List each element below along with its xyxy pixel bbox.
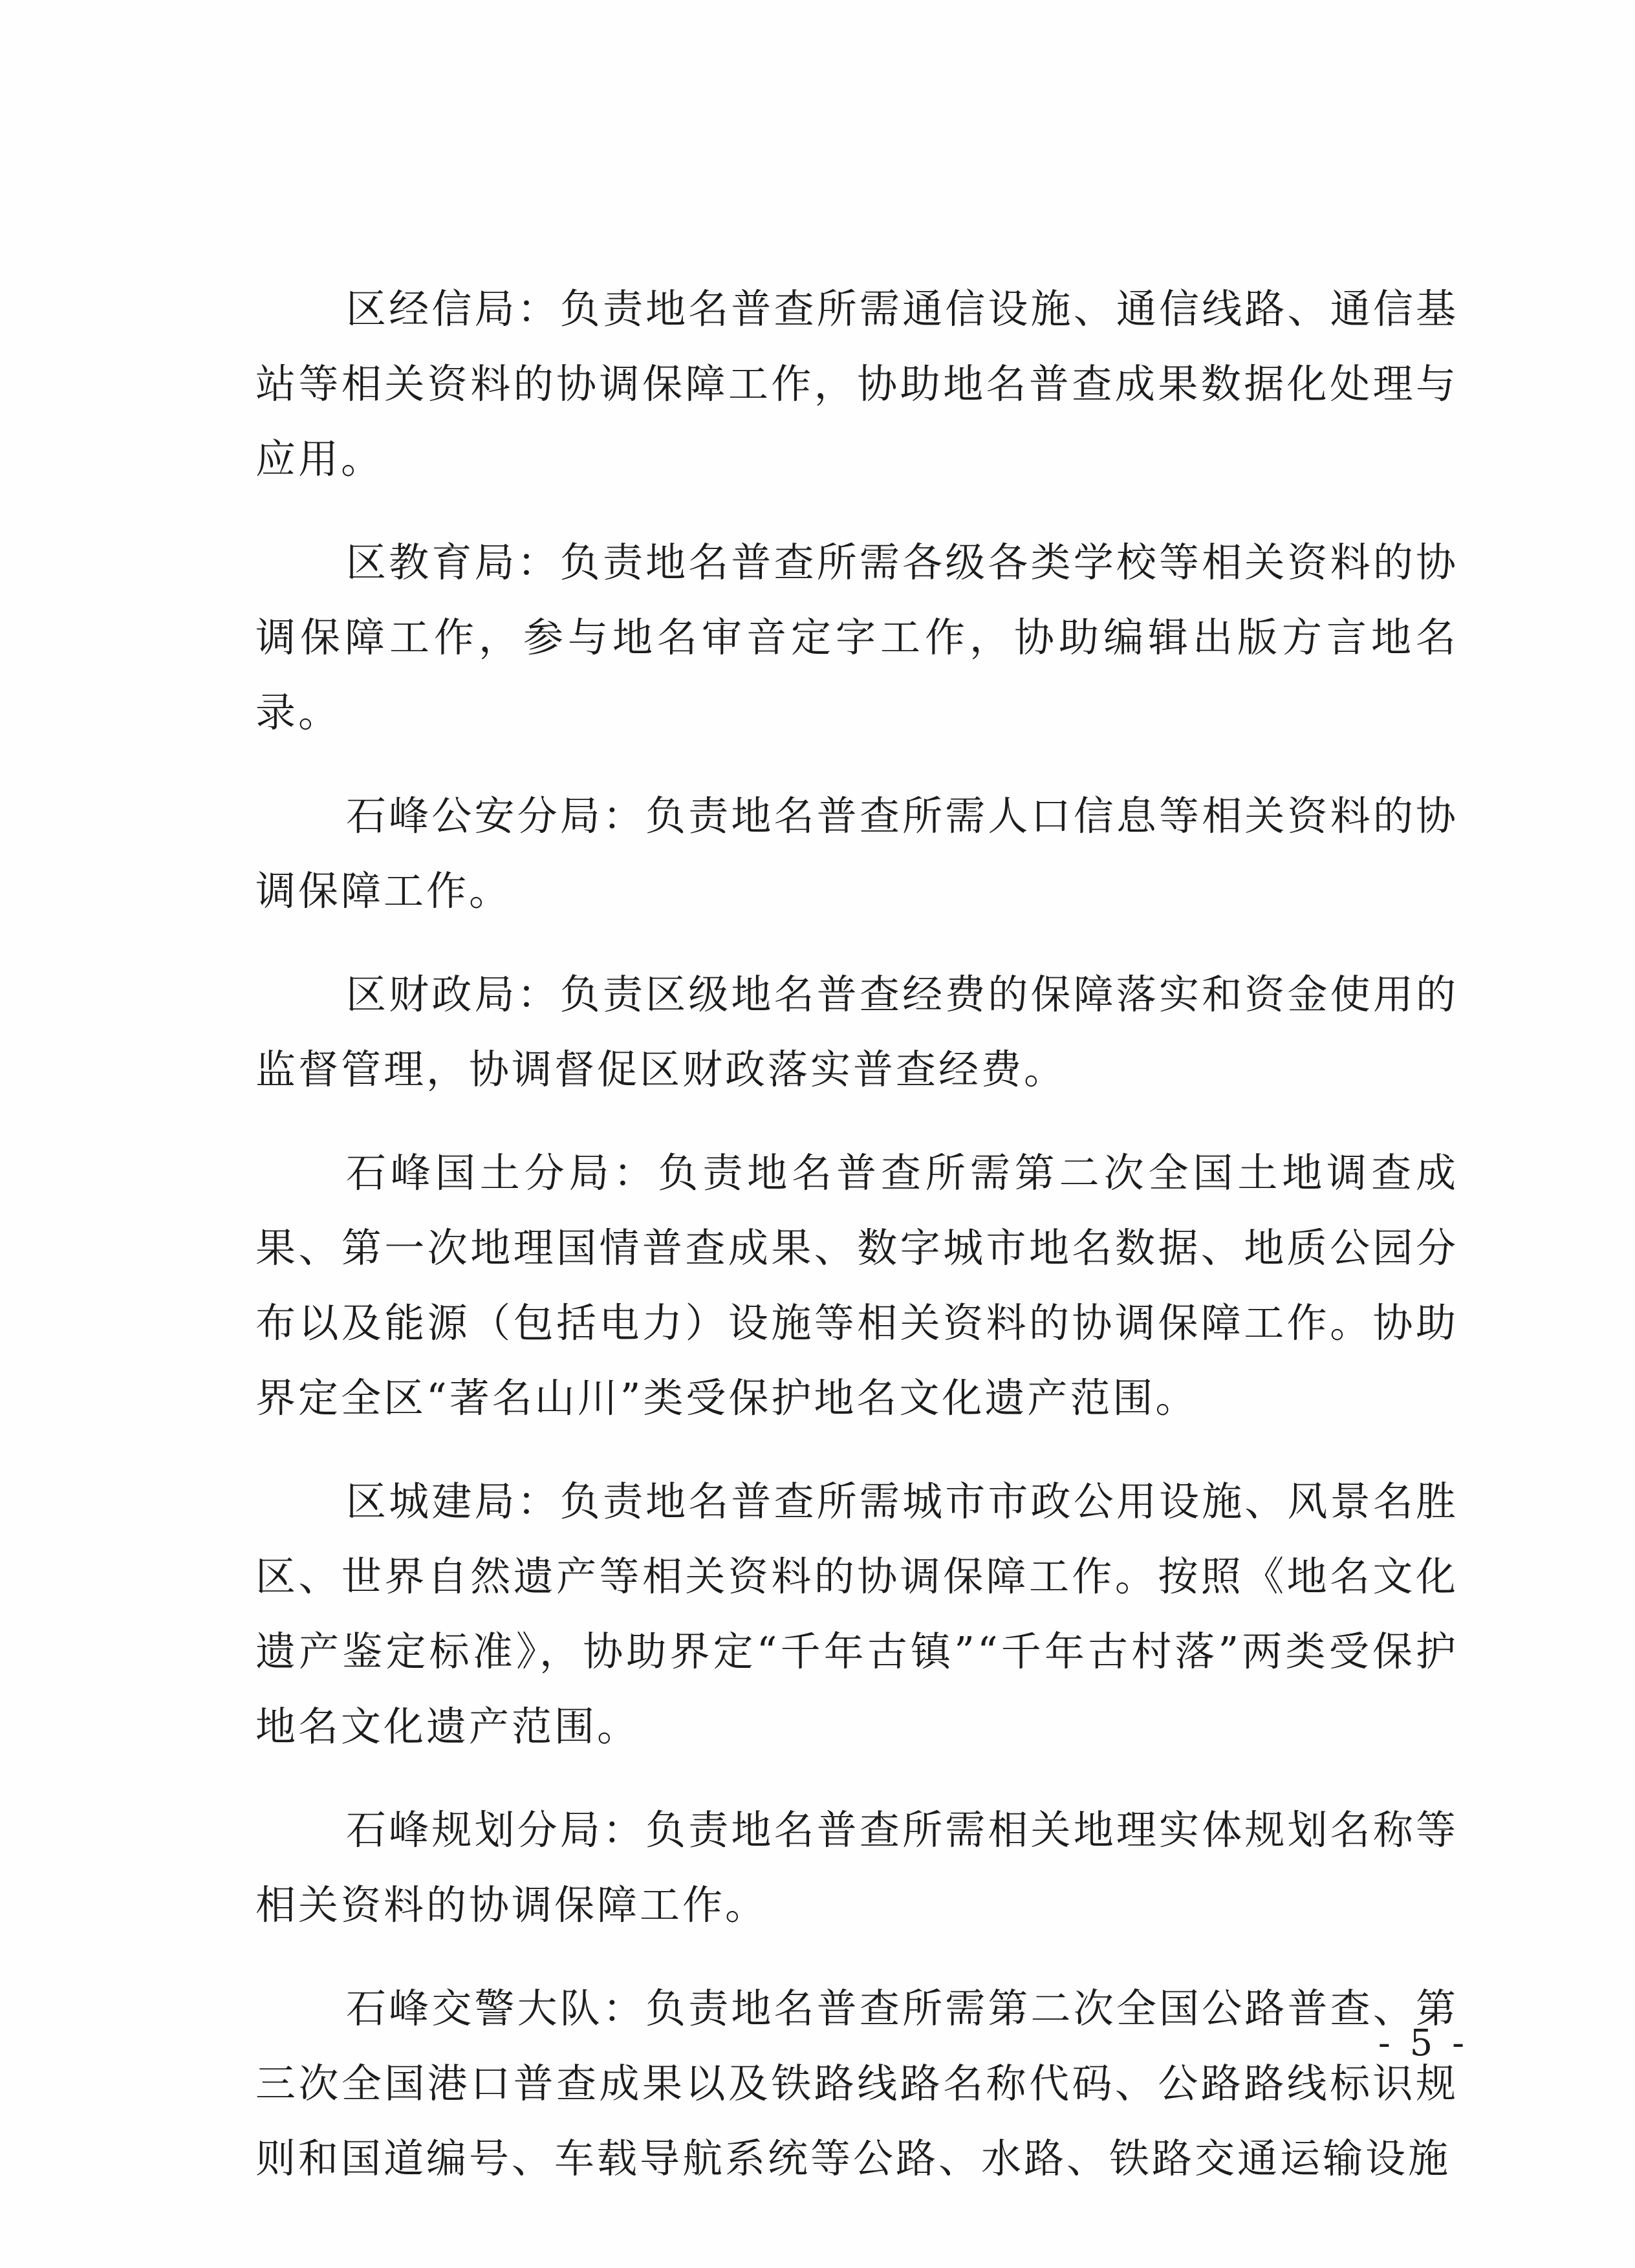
paragraph-district-urban-construction: 区城建局：负责地名普查所需城市市政公用设施、风景名胜区、世界自然遗产等相关资料的协调保障工作。按照《地名文化遗产鉴定标准》，协助界定“千年古镇”“千年古村落”两类受保护地名文化遗产范围。 (255, 1478, 1458, 1750)
paragraph-shifeng-public-security: 石峰公安分局：负责地名普查所需人口信息等相关资料的协调保障工作。 (255, 792, 1458, 914)
document-body (255, 272, 1458, 2225)
paragraph-shifeng-traffic-police: 石峰交警大队：负责地名普查所需第二次全国公路普查、第三次全国港口普查成果以及铁路线路名称代码、公路路线标识规则和国道编号、车载导航系统等公路、水路、铁路交通运输设施 (255, 1985, 1458, 2182)
paragraph-district-education-bureau: 区教育局：负责地名普查所需各级各类学校等相关资料的协调保障工作，参与地名审音定字工作，协助编辑出版方言地名录。 (255, 539, 1458, 736)
paragraph-shifeng-planning: 石峰规划分局：负责地名普查所需相关地理实体规划名称等相关资料的协调保障工作。 (255, 1806, 1458, 1928)
page-number: - 5 - (1378, 2022, 1468, 2064)
paragraph-district-economy-info-bureau: 区经信局：负责地名普查所需通信设施、通信线路、通信基站等相关资料的协调保障工作，协助地名普查成果数据化处理与应用。 (255, 285, 1458, 482)
paragraph-shifeng-land-resources: 石峰国土分局：负责地名普查所需第二次全国土地调查成果、第一次地理国情普查成果、数字城市地名数据、地质公园分布以及能源（包括电力）设施等相关资料的协调保障工作。协助界定全区“著名山川”类受保护地名文化遗产范围。 (255, 1149, 1458, 1421)
paragraph-district-finance-bureau: 区财政局：负责区级地名普查经费的保障落实和资金使用的监督管理，协调督促区财政落实普查经费。 (255, 971, 1458, 1093)
